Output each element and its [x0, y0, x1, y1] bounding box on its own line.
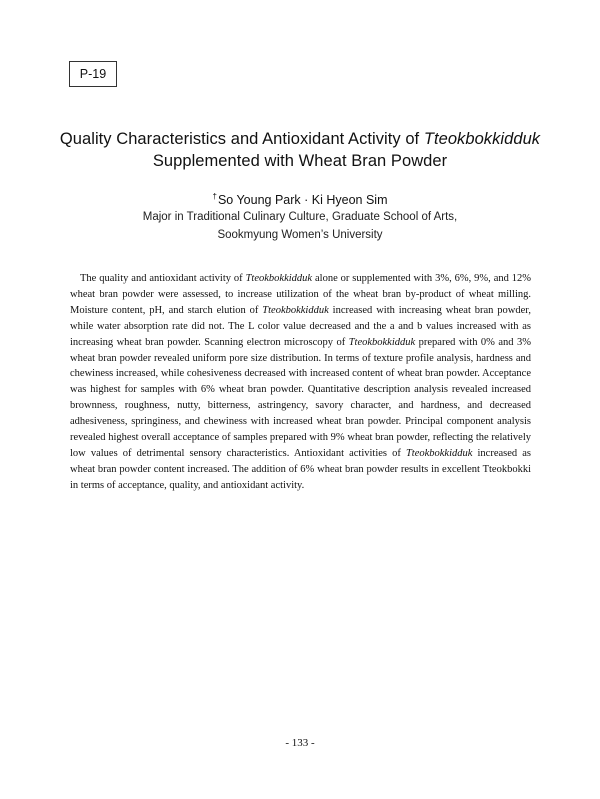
corresponding-author-mark: †	[212, 192, 217, 201]
affiliation-line-1: Major in Traditional Culinary Culture, Graduate School of Arts,	[142, 211, 458, 223]
page-number: - 133 -	[285, 737, 315, 749]
abstract-segment-4: prepared with 0% and 3% wheat bran powder revealed uniform pore size distribution. In terms of texture profile analysis, hardness and chewiness increased, while cohesiveness decreased with increased content of wheat bran powder. Acceptance was highest for samples with 6% wheat bran powder. Quantitative description analysis revealed increased brownness, roughness, nutty, bitterness, astringency, savory character, and hardness, and decreased adhesiveness, springiness, and chewiness with increased wheat bran powder. Principal component analysis revealed highest overall acceptance of samples prepared with 9% wheat bran powder, reflecting the relatively low values of detrimental sensory characteristics. Antioxidant activities of	[70, 336, 531, 459]
abstract-italic-term-2: Tteokbokkidduk	[262, 304, 329, 316]
title-line-1	[40, 128, 560, 150]
abstract-italic-term-3: Tteokbokkidduk	[348, 336, 416, 348]
paper-title	[40, 128, 560, 172]
abstract-segment-5: increased as wheat bran powder content increased. The addition of 6% wheat bran powder results in excellent Tteokbokki in terms of acceptance, quality, and antioxidant activity.	[70, 447, 531, 491]
abstract-segment-2: alone or supplemented with 3%, 6%, 9%, and 12% wheat bran powder were assessed, to increase utilization of the wheat bran by-product of wheat milling. Moisture content, pH, and starch elution of	[70, 273, 532, 316]
author-names: So Young Park · Ki Hyeon Sim	[217, 193, 388, 207]
title-italic-term: Tteokbokkidduk	[423, 130, 541, 148]
title-line-1-text: Quality Characteristics and Antioxidant Activity of	[59, 130, 424, 148]
abstract-segment-1: The quality and antioxidant activity of	[80, 273, 246, 284]
author-affiliation	[60, 209, 540, 244]
abstract-paragraph	[70, 271, 531, 494]
abstract-italic-term-1: Tteokbokkidduk	[245, 273, 313, 284]
abstract-segment-3: increased with increasing wheat bran powder, while water absorption rate did not. The L color value decreased and the a and b values increased with as increasing wheat bran powder. Scanning electron microscopy of	[70, 304, 531, 348]
abstract-italic-term-4: Tteokbokkidduk	[405, 447, 473, 459]
author-list	[60, 188, 540, 209]
title-line-2: Supplemented with Wheat Bran Powder	[152, 152, 448, 170]
poster-number-label: P-19	[69, 61, 117, 87]
affiliation-line-2: Sookmyung Women’s University	[217, 228, 383, 241]
